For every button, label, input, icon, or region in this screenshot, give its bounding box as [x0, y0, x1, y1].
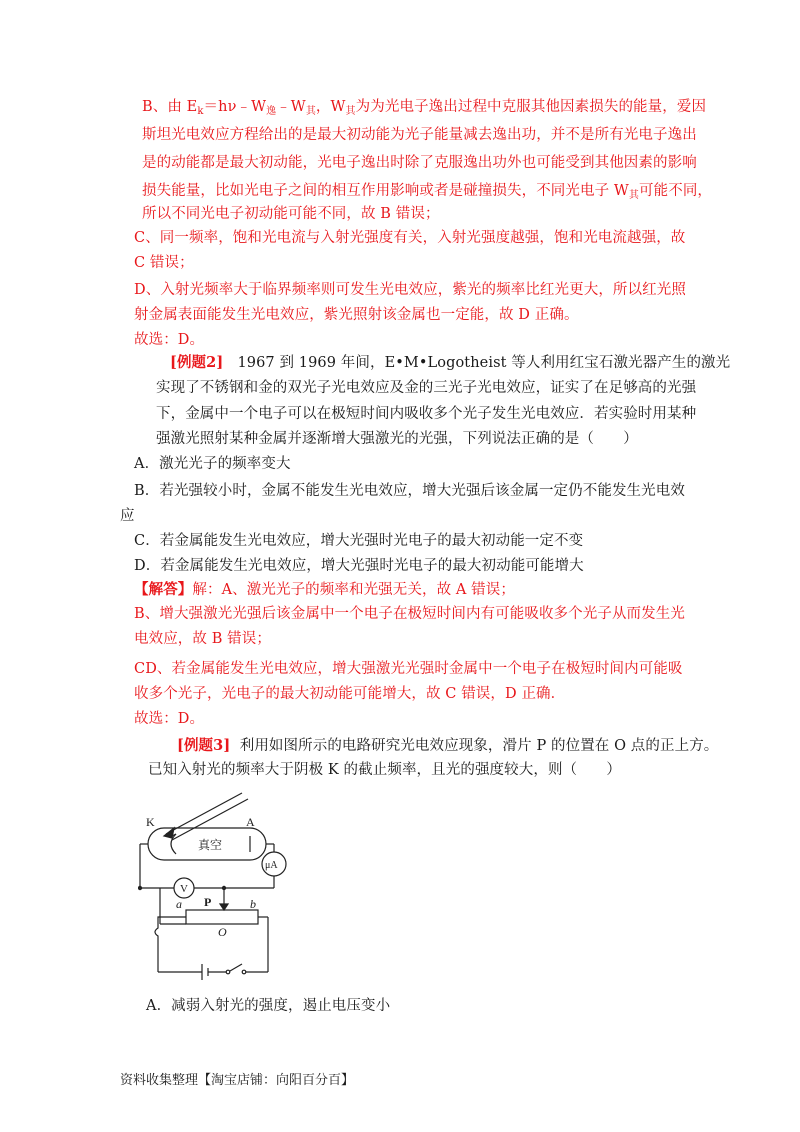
subscript-other: 其 [628, 190, 640, 201]
text-fragment: 解：A、激光光子的频率和光强无关，故 A 错误； [192, 582, 515, 598]
option-a: A．激光光子的频率变大 [134, 456, 291, 472]
example-2-line-4: 强激光照射某种金属并逐渐增大强激光的光强，下列说法正确的是（ ） [156, 431, 638, 447]
example-3-option-a: A．减弱入射光的强度，遏止电压变小 [146, 998, 391, 1014]
text-fragment: ＝hν﹣W [203, 99, 267, 115]
example-2-label: [例题2] [170, 354, 224, 371]
label-p: P [204, 895, 212, 909]
option-d: D．若金属能发生光电效应，增大光强时光电子的最大初动能可能增大 [134, 558, 584, 574]
rheostat [186, 910, 258, 924]
solution-label: 【解答】 [134, 581, 193, 598]
solution-d-line-2: 射金属表面能发生光电效应，紫光照射该金属也一定能，故 D 正确。 [134, 307, 579, 323]
label-vacuum: 真空 [198, 838, 223, 852]
solution-b-line-1 [142, 97, 706, 117]
subscript-other: 其 [345, 106, 356, 117]
circuit-diagram [138, 792, 288, 988]
label-voltmeter: V [180, 883, 188, 895]
solution-d-line-1: D、入射光频率大于临界频率则可发生光电效应，紫光的频率比红光更大，所以红光照 [134, 282, 686, 298]
footer-note: 资料收集整理【淘宝店铺：向阳百分百】 [120, 1073, 355, 1088]
label-k: K [146, 815, 155, 829]
switch-pivot [226, 970, 230, 974]
light-beam-line [172, 799, 248, 840]
subscript-escape: 逸 [266, 106, 277, 117]
solution-2-line-2: B、增大强激光光强后该金属中一个电子在极短时间内有可能吸收多个光子从而发生光 [134, 606, 685, 622]
text-fragment: 为为光电子逸出过程中克服其他因素损失的能量，爱因 [355, 99, 707, 115]
solution-b-line-4 [142, 181, 712, 201]
example-2-line-2: 实现了不锈钢和金的双光子光电效应及金的三光子光电效应，证实了在足够高的光强 [156, 380, 697, 396]
example-3-line-1 [177, 736, 718, 756]
text-fragment: ﹣W [276, 99, 306, 115]
label-a-end: a [176, 897, 182, 911]
solution-2-line-3: 电效应，故 B 错误； [134, 631, 271, 647]
solution-2-line-4: CD、若金属能发生光电效应，增大强激光光强时金属中一个电子在极短时间内可能吸 [134, 661, 683, 677]
subscript-other: 其 [305, 106, 316, 117]
label-ammeter: μA [265, 860, 278, 871]
text-fragment: 损失能量，比如光电子之间的相互作用影响或者是碰撞损失，不同光电子 W [142, 183, 629, 199]
light-arrow-icon [164, 828, 174, 838]
label-a: A [246, 815, 255, 829]
example-2-line-1 [170, 353, 730, 373]
solution-2-line-1 [134, 580, 515, 600]
solution-c-line-1: C、同一频率，饱和光电流与入射光强度有关，入射光强度越强，饱和光电流越强，故 [134, 230, 686, 246]
label-o: O [218, 925, 227, 939]
text-fragment: B、由 E [142, 99, 198, 115]
slider-p [220, 904, 228, 910]
answer-1: 故选：D。 [134, 332, 205, 348]
example-3-label: [例题3] [177, 737, 231, 754]
option-b-line-1: B．若光强较小时，金属不能发生光电效应，增大光强后该金属一定仍不能发生光电效 [134, 483, 685, 499]
circuit-svg [138, 792, 288, 984]
solution-c-line-2: C 错误； [134, 255, 194, 271]
switch-lever [230, 964, 242, 971]
text-fragment: 1967 到 1969 年间，E•M•Logotheist 等人利用红宝石激光器产生的激光 [237, 355, 731, 371]
option-b-line-2: 应 [120, 508, 135, 524]
option-c: C．若金属能发生光电效应，增大光强时光电子的最大初动能一定不变 [134, 533, 584, 549]
text-fragment: 利用如图所示的电路研究光电效应现象，滑片 P 的位置在 O 点的正上方。 [239, 738, 719, 754]
solution-b-line-3: 是的动能都是最大初动能，光电子逸出时除了克服逸出功外也可能受到其他因素的影响 [142, 155, 697, 171]
solution-b-line-5: 所以不同光电子初动能可能不同，故 B 错误； [142, 206, 440, 222]
text-fragment: ，W [315, 99, 346, 115]
subscript-k: k [197, 106, 204, 117]
solution-2-line-5: 收多个光子，光电子的最大初动能可能增大，故 C 错误，D 正确． [134, 686, 566, 702]
text-fragment: 可能不同， [639, 183, 713, 199]
solution-b-line-2: 斯坦光电效应方程给出的是最大初动能为光子能量减去逸出功，并不是所有光电子逸出 [142, 127, 697, 143]
answer-2: 故选：D。 [134, 711, 205, 727]
label-b-end: b [250, 897, 256, 911]
example-3-line-2: 已知入射光的频率大于阴极 K 的截止频率，且光的强度较大，则（ ） [148, 762, 621, 778]
example-2-line-3: 下，金属中一个电子可以在极短时间内吸收多个光子发生光电效应．若实验时用某种 [156, 406, 697, 422]
